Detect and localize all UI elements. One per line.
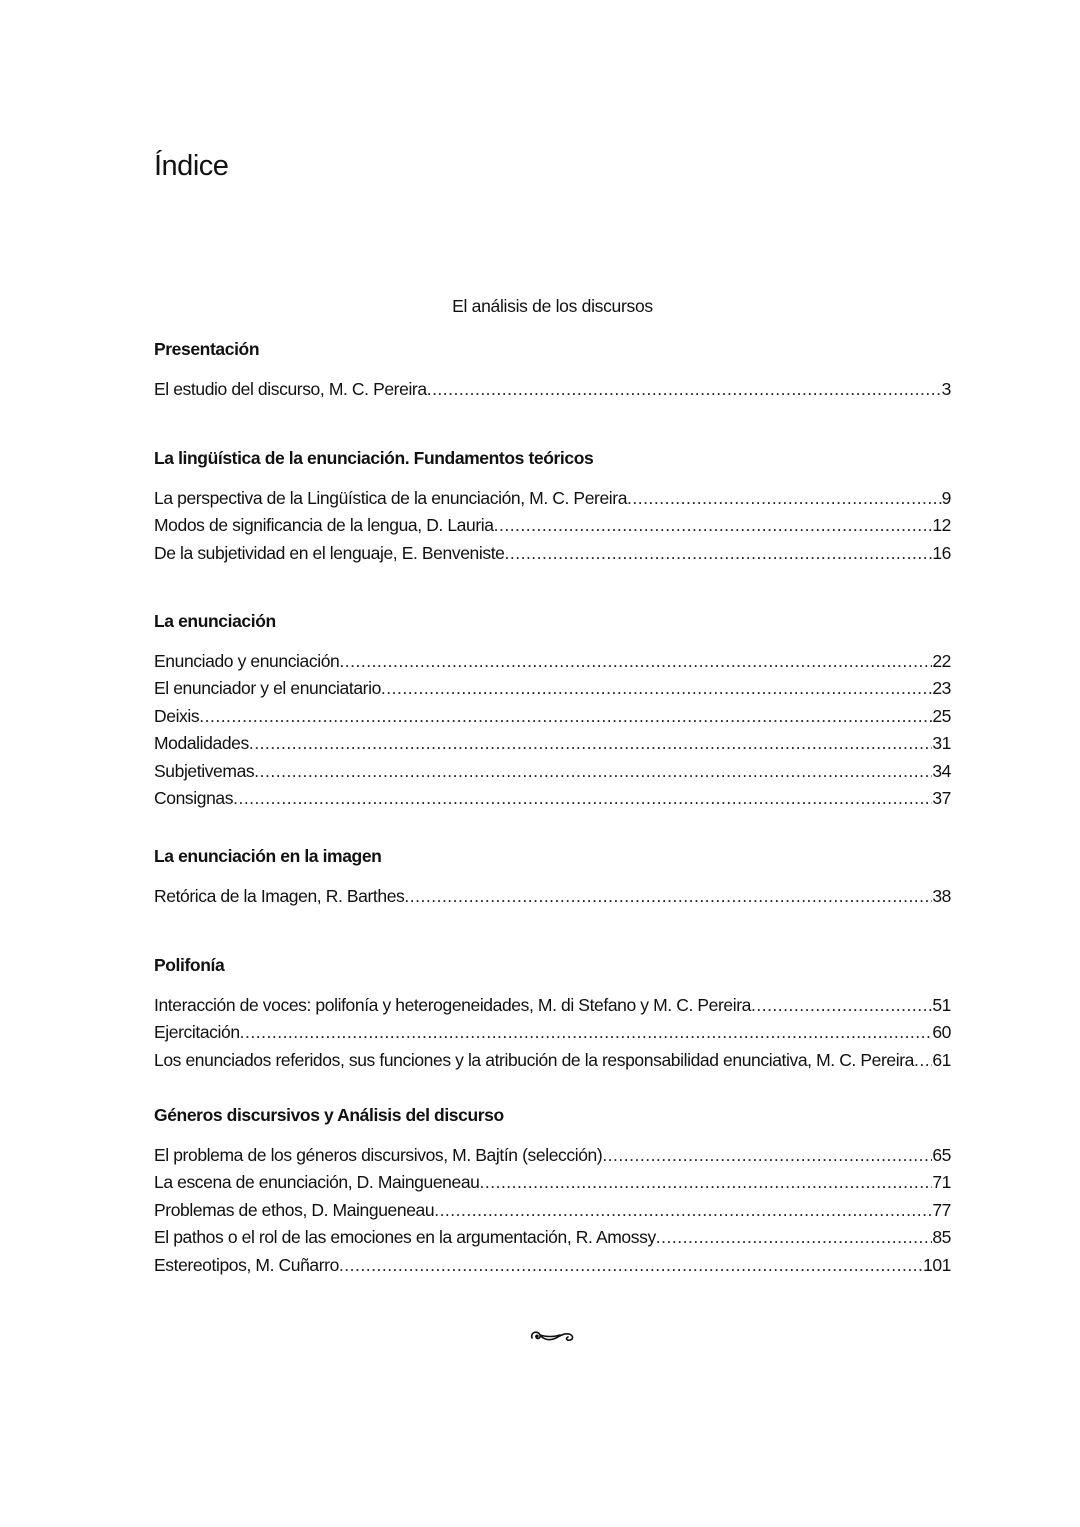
toc-entry[interactable] — [154, 376, 951, 403]
toc-entry-title: El problema de los géneros discursivos, M. Bajtín (selección) — [154, 1145, 603, 1165]
toc-entry[interactable] — [154, 1224, 951, 1251]
dot-leader — [656, 1224, 933, 1251]
toc-entry-title: Problemas de ethos, D. Maingueneau — [154, 1199, 435, 1220]
toc-entry-title: Ejercitación — [154, 1022, 240, 1043]
toc-entry[interactable] — [154, 1169, 951, 1196]
toc-entry-title: El pathos o el rol de las emociones en la argumentación, R. Amossy — [154, 1227, 656, 1248]
toc-entry-page: 9 — [941, 488, 951, 508]
toc-list — [154, 883, 951, 910]
section-heading: La enunciación en la imagen — [154, 846, 382, 866]
toc-entry-title: La escena de enunciación, D. Maingueneau — [154, 1172, 480, 1193]
dot-leader — [381, 675, 932, 702]
toc-entry[interactable] — [154, 883, 951, 910]
dot-leader — [339, 1252, 923, 1279]
toc-entry-page: 61 — [932, 1049, 951, 1070]
toc-entry-title: Modalidades — [154, 733, 249, 754]
toc-entry-page: 16 — [932, 542, 951, 563]
toc-entry[interactable] — [154, 730, 951, 757]
toc-section-presentacion — [154, 336, 951, 403]
dot-leader — [627, 485, 942, 512]
toc-entry-title: El enunciador y el enunciatario — [154, 678, 381, 699]
dot-leader — [249, 730, 932, 757]
toc-list — [154, 992, 951, 1074]
dot-leader — [494, 512, 933, 539]
toc-entry[interactable] — [154, 485, 951, 512]
dot-leader — [480, 1169, 933, 1196]
toc-section-imagen — [154, 843, 951, 910]
toc-section-polifonia — [154, 952, 951, 1074]
toc-section-generos — [154, 1102, 951, 1279]
toc-list — [154, 1142, 951, 1279]
toc-entry-page: 25 — [932, 705, 951, 726]
toc-entry[interactable] — [154, 1019, 951, 1046]
dot-leader — [199, 703, 932, 730]
dot-leader — [751, 992, 932, 1019]
toc-entry[interactable] — [154, 785, 951, 812]
toc-entry-page: 60 — [932, 1022, 951, 1043]
dot-leader — [404, 883, 932, 910]
toc-entry-page: 71 — [932, 1172, 951, 1193]
flourish-ornament-icon — [528, 1326, 576, 1346]
dot-leader — [339, 648, 932, 675]
toc-entry-title: Retórica de la Imagen, R. Barthes — [154, 886, 405, 906]
toc-entry[interactable] — [154, 540, 951, 567]
toc-entry-page: 77 — [932, 1199, 951, 1220]
toc-entry-page: 22 — [932, 651, 951, 671]
toc-entry[interactable] — [154, 675, 951, 702]
dot-leader — [427, 376, 942, 403]
toc-entry-title: Subjetivemas — [154, 760, 255, 781]
toc-entry-page: 3 — [941, 379, 951, 399]
book-title: El análisis de los discursos — [452, 296, 653, 316]
toc-entry[interactable] — [154, 1197, 951, 1224]
dot-leader — [914, 1047, 932, 1074]
toc-entry-title: El estudio del discurso, M. C. Pereira — [154, 379, 427, 399]
toc-entry-page: 23 — [932, 678, 951, 699]
section-heading: Géneros discursivos y Análisis del discurso — [154, 1105, 504, 1125]
dot-leader — [233, 785, 932, 812]
toc-entry-title: Consignas — [154, 787, 234, 808]
section-heading: La enunciación — [154, 611, 276, 631]
section-heading: Presentación — [154, 339, 260, 359]
dot-leader — [434, 1197, 932, 1224]
page-title: Índice — [154, 150, 229, 182]
toc-entry-title: Estereotipos, M. Cuñarro — [154, 1254, 339, 1275]
toc-entry-page: 65 — [932, 1145, 951, 1165]
toc-entry[interactable] — [154, 1252, 951, 1279]
toc-entry-page: 31 — [932, 733, 951, 754]
toc-section-linguistica — [154, 445, 951, 567]
toc-entry-page: 37 — [932, 787, 951, 808]
toc-entry-page: 101 — [923, 1254, 951, 1275]
toc-entry[interactable] — [154, 648, 951, 675]
toc-entry-page: 34 — [932, 760, 951, 781]
toc-entry-title: Enunciado y enunciación — [154, 651, 340, 671]
toc-entry-page: 85 — [932, 1227, 951, 1248]
toc-entry-page: 12 — [932, 515, 951, 536]
section-heading: Polifonía — [154, 955, 225, 975]
toc-entry[interactable] — [154, 758, 951, 785]
dot-leader — [240, 1019, 933, 1046]
toc-section-enunciacion — [154, 608, 951, 812]
toc-entry-page: 51 — [932, 995, 951, 1015]
toc-entry-title: Modos de significancia de la lengua, D. Lauria — [154, 515, 494, 536]
toc-entry-title: Deixis — [154, 705, 200, 726]
toc-entry-title: La perspectiva de la Lingüística de la enunciación, M. C. Pereira — [154, 488, 628, 508]
toc-entry[interactable] — [154, 1142, 951, 1169]
dot-leader — [254, 758, 932, 785]
toc-list — [154, 485, 951, 567]
toc-entry-page: 38 — [932, 886, 951, 906]
dot-leader — [505, 540, 933, 567]
toc-entry-title: De la subjetividad en el lenguaje, E. Benveniste — [154, 542, 505, 563]
toc-entry[interactable] — [154, 1047, 951, 1074]
toc-entry[interactable] — [154, 512, 951, 539]
dot-leader — [602, 1142, 932, 1169]
toc-entry-title: Interacción de voces: polifonía y heterogeneidades, M. di Stefano y M. C. Pereira — [154, 995, 751, 1015]
toc-list — [154, 376, 951, 403]
toc-entry[interactable] — [154, 992, 951, 1019]
section-heading: La lingüística de la enunciación. Fundamentos teóricos — [154, 448, 594, 468]
toc-entry[interactable] — [154, 703, 951, 730]
toc-entry-title: Los enunciados referidos, sus funciones y la atribución de la responsabilidad enunciativa, M. C. Pereira — [154, 1049, 914, 1070]
toc-list — [154, 648, 951, 812]
